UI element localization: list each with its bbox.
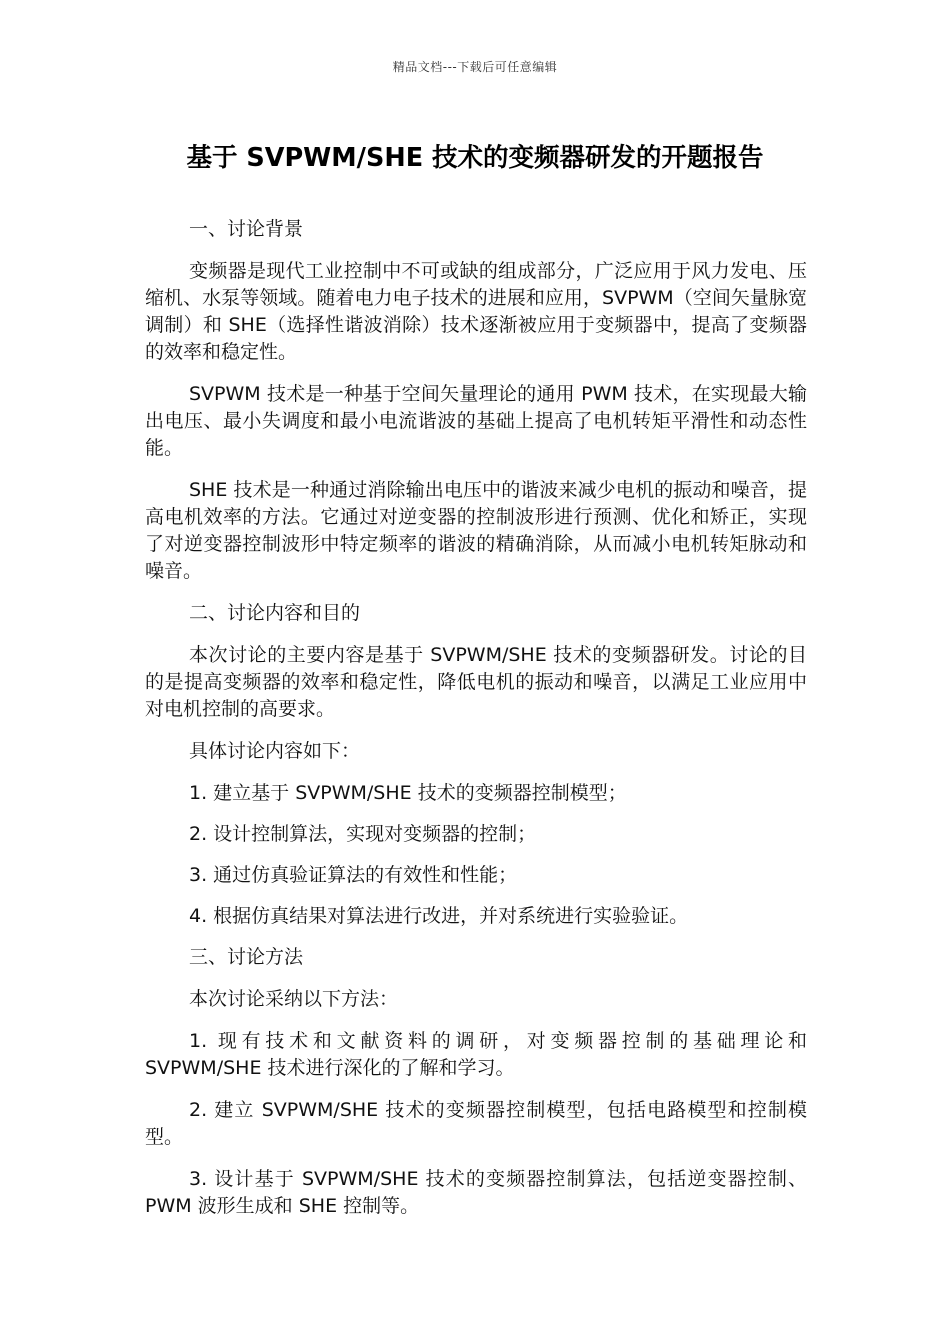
paragraph-content-2: 具体讨论内容如下： [189, 740, 361, 762]
section-heading-content: 二、讨论内容和目的 [189, 602, 361, 624]
paragraph-background-1: 变频器是现代工业控制中不可或缺的组成部分，广泛应用于风力发电、压缩机、水泵等领域。随着电力电子技术的进展和应用，SVPWM（空间矢量脉宽调制）和 SHE（选择性谐波消除）技术逐渐被应用于变频器中，提高了变频器的效率和稳定性。 [145, 260, 807, 363]
list-item-method-3: 3. 设计基于 SVPWM/SHE 技术的变频器控制算法，包括逆变器控制、PWM 波形生成和 SHE 控制等。 [145, 1168, 807, 1217]
list-item-content-3: 3. 通过仿真验证算法的有效性和性能； [189, 864, 518, 886]
list-item-method-2: 2. 建立 SVPWM/SHE 技术的变频器控制模型，包括电路模型和控制模型。 [145, 1099, 807, 1148]
document-title: 基于 SVPWM/SHE 技术的变频器研发的开题报告 [186, 143, 764, 173]
list-item-method-1: 1. 现有技术和文献资料的调研，对变频器控制的基础理论和 SVPWM/SHE 技术进行深化的了解和学习。 [145, 1030, 807, 1079]
list-item-content-1: 1. 建立基于 SVPWM/SHE 技术的变频器控制模型； [189, 782, 627, 804]
list-item-content-2: 2. 设计控制算法，实现对变频器的控制； [189, 823, 537, 845]
section-heading-method: 三、讨论方法 [189, 946, 304, 968]
list-item-content-4: 4. 根据仿真结果对算法进行改进，并对系统进行实验验证。 [189, 905, 689, 927]
section-heading-background: 一、讨论背景 [189, 218, 304, 240]
paragraph-method-1: 本次讨论采纳以下方法： [189, 988, 399, 1010]
paragraph-background-2: SVPWM 技术是一种基于空间矢量理论的通用 PWM 技术，在实现最大输出电压、最小失调度和最小电流谐波的基础上提高了电机转矩平滑性和动态性能。 [145, 383, 807, 459]
paragraph-content-1: 本次讨论的主要内容是基于 SVPWM/SHE 技术的变频器研发。讨论的目的是提高变频器的效率和稳定性，降低电机的振动和噪音，以满足工业应用中对电机控制的高要求。 [145, 644, 807, 720]
header-note: 精品文档---下载后可任意编辑 [392, 60, 558, 74]
document-body [145, 216, 807, 1235]
paragraph-background-3: SHE 技术是一种通过消除输出电压中的谐波来减少电机的振动和噪音，提高电机效率的方法。它通过对逆变器的控制波形进行预测、优化和矫正，实现了对逆变器控制波形中特定频率的谐波的精确消除，从而减小电机转矩脉动和噪音。 [145, 479, 807, 582]
